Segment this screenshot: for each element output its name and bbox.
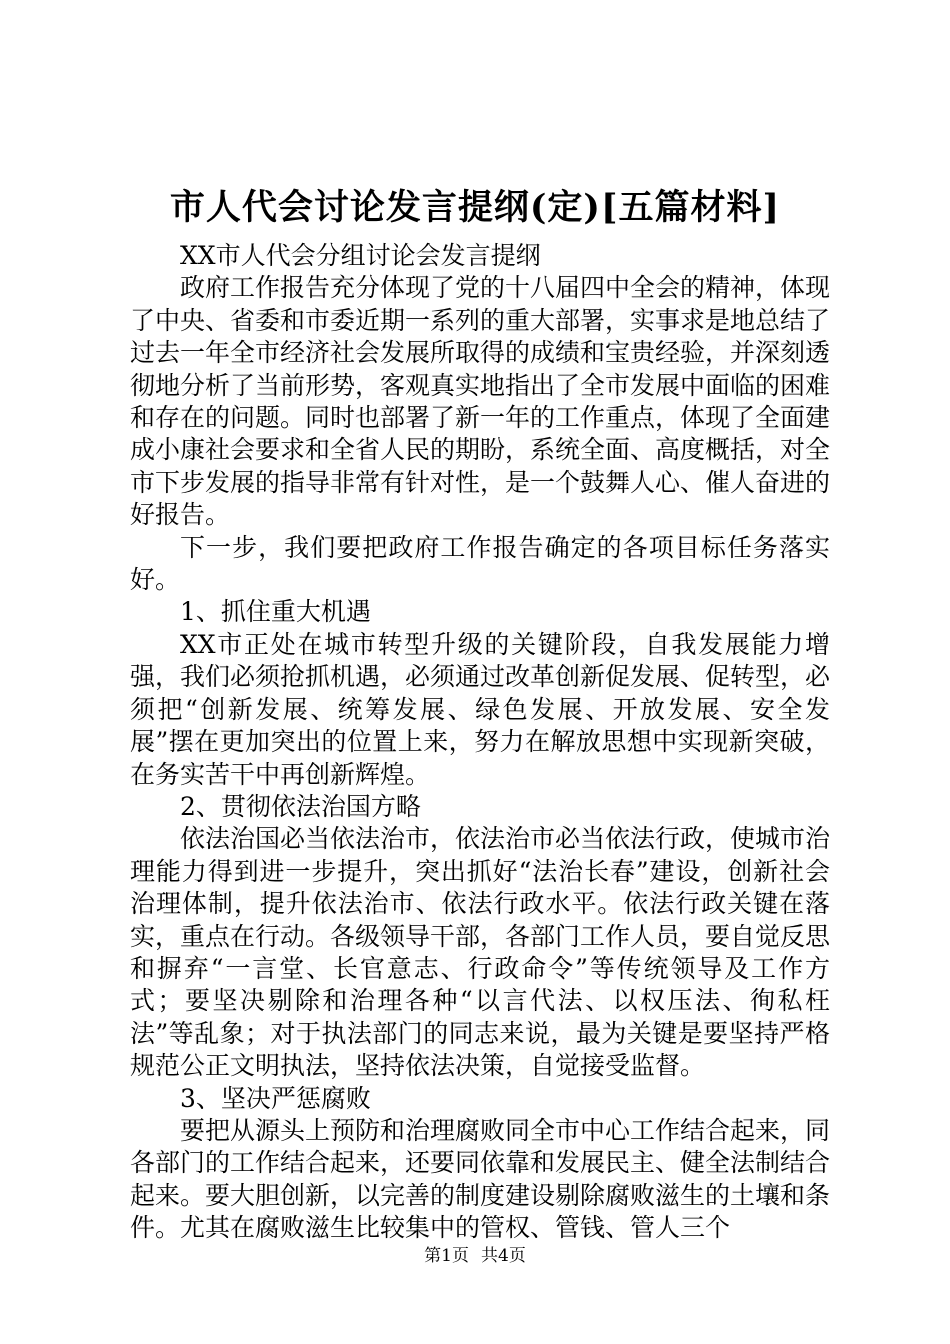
body-paragraph: 政府工作报告充分体现了党的十八届四中全会的精神，体现了中央、省委和市委近期一系列的重大部署，实事求是地总结了过去一年全市经济社会发展所取得的成绩和宝贵经验，并深刻透彻地分析了当前形势，客观真实地指出了全市发展中面临的困难和存在的问题。同时也部署了新一年的工作重点，体现了全面建成小康社会要求和全省人民的期盼，系统全面、高度概括，对全市下步发展的指导非常有针对性，是一个鼓舞人心、催人奋进的好报告。: [130, 273, 831, 530]
page-footer: [0, 1244, 950, 1268]
page-number: 第1页: [424, 1246, 469, 1266]
body-paragraph: 依法治国必当依法治市，依法治市必当依法行政，使城市治理能力得到进一步提升，突出抓好“法治长春”建设，创新社会治理体制，提升依法治市、依法行政水平。依法行政关键在落实，重点在行动。各级领导干部，各部门工作人员，要自觉反思和摒弃“一言堂、长官意志、行政命令”等传统领导及工作方式；要坚决剔除和治理各种“以言代法、以权压法、徇私枉法”等乱象；对于执法部门的同志来说，最为关键是要坚持严格规范公正文明执法，坚持依法决策，自觉接受监督。: [130, 824, 831, 1081]
section-heading: 1、抓住重大机遇: [180, 597, 371, 627]
body-paragraph: 要把从源头上预防和治理腐败同全市中心工作结合起来，同各部门的工作结合起来，还要同依靠和发展民主、健全法制结合起来。要大胆创新，以完善的制度建设剔除腐败滋生的土壤和条件。尤其在腐败滋生比较集中的管权、管钱、管人三个: [130, 1115, 831, 1243]
subtitle-paragraph: XX市人代会分组讨论会发言提纲: [180, 241, 541, 270]
body-paragraph: XX市正处在城市转型升级的关键阶段，自我发展能力增强，我们必须抢抓机遇，必须通过改革创新促发展、促转型，必须把“创新发展、统筹发展、绿色发展、开放发展、安全发展”摆在更加突出的位置上来，努力在解放思想中实现新突破，在务实苦干中再创新辉煌。: [130, 629, 831, 789]
section-heading: 3、坚决严惩腐败: [180, 1083, 371, 1113]
document-title: 市人代会讨论发言提纲(定)[五篇材料]: [169, 187, 781, 228]
page-total: 共4页: [481, 1246, 526, 1266]
document-body: [130, 240, 830, 1245]
section-heading: 2、贯彻依法治国方略: [180, 791, 421, 821]
body-paragraph: 下一步，我们要把政府工作报告确定的各项目标任务落实好。: [130, 532, 830, 595]
